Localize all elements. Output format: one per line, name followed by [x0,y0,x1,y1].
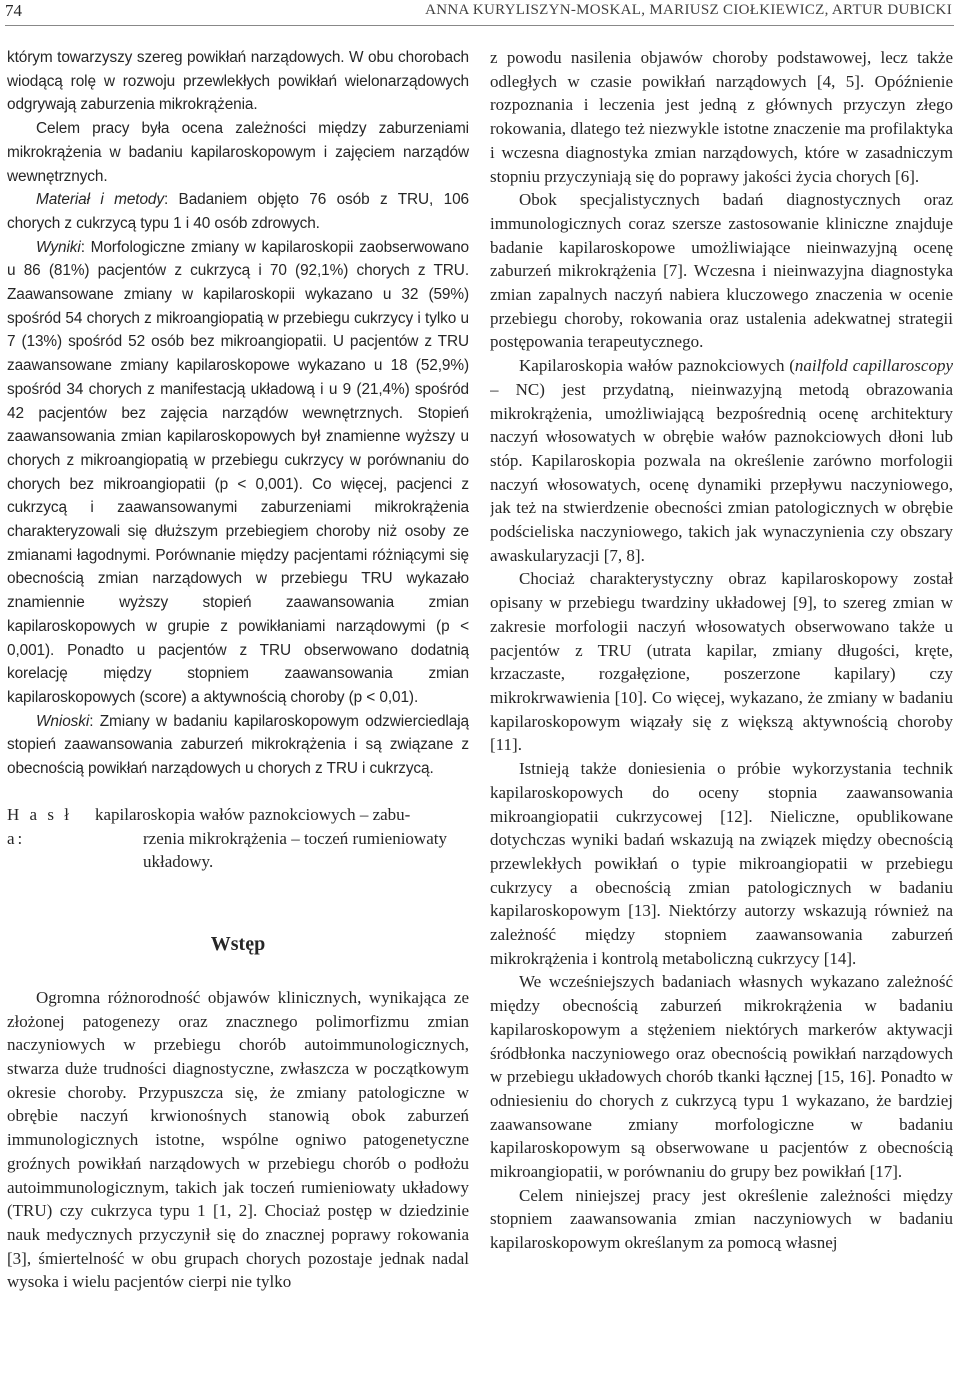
section-title: Wstęp [210,932,266,955]
intro-paragraph: Ogromna różnorodność objawów klinicznych, wynikająca ze złożonej patogenezy oraz znacznego polimorfizmu zmian naczyniowych w przebiegu chorób autoimmunologicznych, stwarza duże trudności diagnostyczne, zwłaszcza w początkowym okresie choroby. Przypuszcza się, że zmiany patologiczne w obrębie naczyń krwionośnych stanowią obok zaburzeń immunologicznych istotne, wspólne ogniwo patogenetyczne groźnych powikłań narządowych w przebiegu chorób o podłożu autoimmunologicznym, takich jak toczeń rumieniowaty układowy (TRU) czy cukrzyca typu 1 [1, 2]. Chociaż postęp w dziedzinie nauk medycznych przyczynił się do znacznej poprawy rokowania [3], śmiertelność w obu grupach chorych pozostaje jednak nadal wysoka i wielu pacjentów cierpi nie tylko [7,987,469,1292]
abstract-aim: Celem pracy była ocena zależności między zaburzeniami mikrokrążenia w badaniu kapilaroskopowym i zajęciem narządów wewnętrznych. [7,120,469,185]
conclusions-label: Wnioski [36,712,90,730]
keywords-text [95,803,469,874]
abstract-methods [7,188,469,235]
paragraph-3-rest: – NC) jest przydatną, nieinwazyjną metodą obrazowania mikrokrążenia, umożliwiającą bezpośrednią ocenę architektury naczyń włosowatych w obrębie wałów paznokciowych dłoni lub stóp. Kapilaroskopia pozwala na określenie zarówno morfologii naczyń włosowatych, ocenę dynamiki przepływu naczyniowego, jak też na stwierdzenie obecności zmian patologicznych w obrębie podścieliska naczyniowego, takich jak wynaczynienia czy obszary awaskularyzacji [7, 8]. [490,379,953,565]
right-column [490,46,953,1383]
paragraph-4: Chociaż charakterystyczny obraz kapilaroskopowy został opisany w przebiegu twardziny układowej [9], to szereg zmian w zakresie morfologii naczyń włosowatych obserwowano także u pacjentów z TRU (utrata kapilar, zmiany długości, kręte, krzaczaste, rozgałęzione, poszerzone kapilary) czy mikrokrwawienia [10]. Co więcej, wykazano, że zmiany w badaniu kapilaroskopowym wiązały się z większą aktywnością choroby [11]. [490,569,953,755]
methods-text: : Badaniem objęto 76 osób z TRU, 106 chorych z cukrzycą typu 1 i 40 osób zdrowych. [7,191,469,232]
paragraph-3 [490,354,953,567]
paragraph-3-term: nailfold capillaroscopy [794,356,953,376]
running-head-authors: ANNA KURYLISZYN-MOSKAL, MARIUSZ CIOŁKIEWICZ, ARTUR DUBICKI [425,2,952,18]
paragraph-6: We wcześniejszych badaniach własnych wykazano zależność między obecnością zaburzeń mikrokrążenia w badaniu kapilaroskopowym a stężeniem niektórych markerów aktywacji śródbłonka naczyniowego oraz obecnością powikłań narządowych w przebiegu układowych chorób tkanki łącznej [15, 16]. Ponadto w odniesieniu do chorych z cukrzycą typu 1 wykazano, że bardziej zaawansowane zmiany morfologiczne w badaniu kapilaroskopowym są obserwowane u pacjentów z obecnością mikroangiopatii, w porównaniu do grupy bez powikłań [17]. [490,972,953,1182]
keywords-line-1: kapilaroskopia wałów paznokciowych – zabu- [95,804,411,824]
page-header [0,0,960,27]
keywords-line-3: układowy. [143,852,214,872]
keywords-line-2: rzenia mikrokrążenia – toczeń rumieniowaty [143,828,447,848]
left-column [7,46,469,1383]
paragraph-1: z powodu nasilenia objawów choroby podstawowej, lecz także odległych w czasie powikłań narządowych [4, 5]. Opóźnienie rozpoznania i leczenia jest jedną z głównych przyczyn złego rokowania, dlatego też niezwykle istotne znaczenie ma profilaktyka i wczesna diagnostyka zmian narządowych, które w zasadniczym stopniu przyczyniają się do poprawy jakości życia chorych [6]. [490,48,953,186]
abstract-intro: którym towarzyszy szereg powikłań narządowych. W obu chorobach wiodącą rolę w rozwoju przewlekłych powikłań wielonarządowych odgrywają zaburzenia mikrokrążenia. [7,49,469,114]
page-number: 74 [5,1,22,20]
results-text: : Morfologiczne zmiany w kapilaroskopii zaobserwowano u 86 (81%) pacjentów z cukrzycą i 70 (92,1%) chorych z TRU. Zaawansowane zmiany w kapilaroskopii wykazano u 32 (59%) spośród 54 chorych z mikroangiopatią w przebiegu cukrzycy i tylko u 7 (13%) spośród 52 osób bez mikroangiopatii. U pacjentów z TRU zaawansowane zmiany kapilaroskopowe wykazano u 18 (52,9%) spośród 34 chorych z manifestacją układową i u 9 (21,4%) spośród 42 pacjentów bez zajęcia narządów wewnętrznych. Stopień zaawansowania zmian kapilaroskopowych był znamienne wyższy u chorych z mikroangiopatią w przebiegu cukrzycy w porównaniu do chorych bez mikroangiopatii (p < 0,001). Co więcej, pacjenci z cukrzycą i zaawansowanymi zaburzeniami mikrokrążenia charakteryzowali się dłuższym przebiegiem choroby niż osoby ze zmianami łagodnymi. Porównanie między pacjentami różniącymi się obecnością zmian narządowych w przebiegu TRU wykazało znamiennie wyższy stopień zaawansowania zmian kapilaroskopowych w grupie z powikłaniami narządowymi (p < 0,001). Ponadto u pacjentów z TRU obserwowano dodatnią korelację między stopniem zaawansowania zmian kapilaroskopowych (score) a aktywnością choroby (p < 0,01). [7,238,469,706]
paragraph-3-start: Kapilaroskopia wałów paznokciowych ( [519,356,795,376]
paragraph-5: Istnieją także doniesienia o próbie wykorzystania technik kapilaroskopowych do oceny stopnia zaawansowania mikroangiopatii cukrzycowej [12]. Nieliczne, opublikowane dotychczas wyniki badań wskazują na związek między obecnością przewlekłych powikłań o typie mikroangiopatii w przebiegu cukrzycy a obecnością zmian patologicznych w badaniu kapilaroskopowym [13]. Niektórzy autorzy wskazują również na zależność między stopniem zaawansowania zaburzeń mikrokrążenia i kontrolą metaboliczną cukrzycy [14]. [490,759,953,968]
paragraph-7: Celem niniejszej pracy jest określenie zależności między stopniem zaawansowania zmian naczyniowych w badaniu kapilaroskopowym określanym za pomocą własnej [490,1185,953,1253]
abstract-results [7,236,469,710]
abstract [7,46,469,781]
abstract-conclusions [7,710,469,781]
results-label: Wyniki [36,238,81,256]
keywords [7,803,469,874]
methods-label: Materiał i metody [36,191,164,209]
paragraph-2: Obok specjalistycznych badań diagnostycznych oraz immunologicznych coraz szersze zastosowanie kliniczne znajduje badanie kapilaroskopowe umożliwiające nieinwazyjną ocenę zaburzeń mikrokrążenia [7]. Wczesna i nieinwazyjna diagnostyka zmian zapalnych naczyń nabiera kluczowego znaczenia w ocenie przebiegu choroby, rokowania oraz ustalenia adekwatnej strategii postępowania terapeutycznego. [490,190,953,352]
keywords-label: H a s ł a: [7,804,72,848]
header-rule [5,25,954,26]
conclusions-text: : Zmiany w badaniu kapilaroskopowym odzwierciedlają stopień zaawansowania zaburzeń mikrokrążenia i są związane z obecnością powikłań narządowych u chorych z TRU i cukrzycą. [7,712,469,778]
